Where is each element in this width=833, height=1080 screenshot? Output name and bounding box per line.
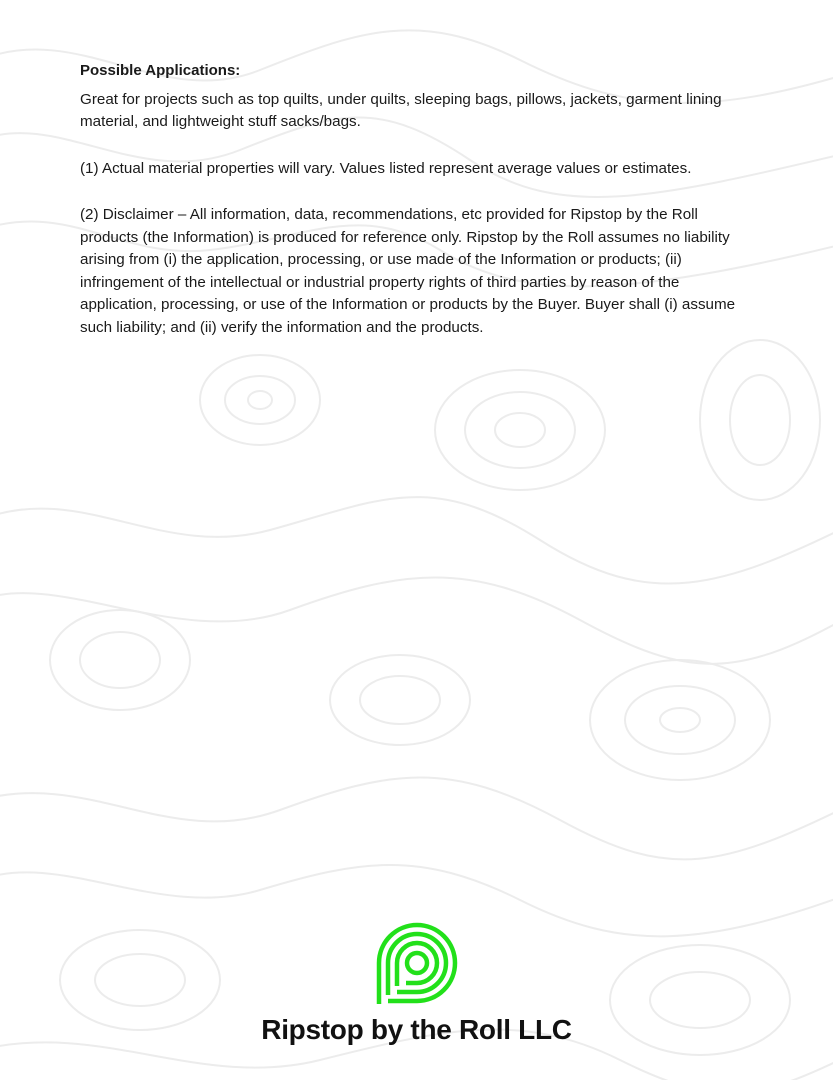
footnote-2-disclaimer: (2) Disclaimer – All information, data, recommendations, etc provided for Ripstop by the Roll products (the Information) is produced for reference only. Ripstop by the Roll assumes no liability arising from (i) the application, processing, or use made of the Information or products; (ii) infringement of the intellectual or industrial property rights of third parties by reason of the application, processing, or use of the Information or products by the Buyer. Buyer shall (i) assume such liability; and (ii) verify the information and the products. [80,206,736,336]
company-name: Ripstop by the Roll LLC [261,1014,572,1045]
applications-text: Great for projects such as top quilts, under quilts, sleeping bags, pillows, jackets, garment lining material, and lightweight stuff sacks/bags. [80,90,722,130]
possible-applications-heading: Possible Applications: [80,62,241,79]
document-body [80,60,750,363]
footnote-1: (1) Actual material properties will vary. Values listed represent average values or estimates. [80,159,692,177]
footer [0,920,833,1046]
ripstop-p-logo-icon [374,920,460,1006]
